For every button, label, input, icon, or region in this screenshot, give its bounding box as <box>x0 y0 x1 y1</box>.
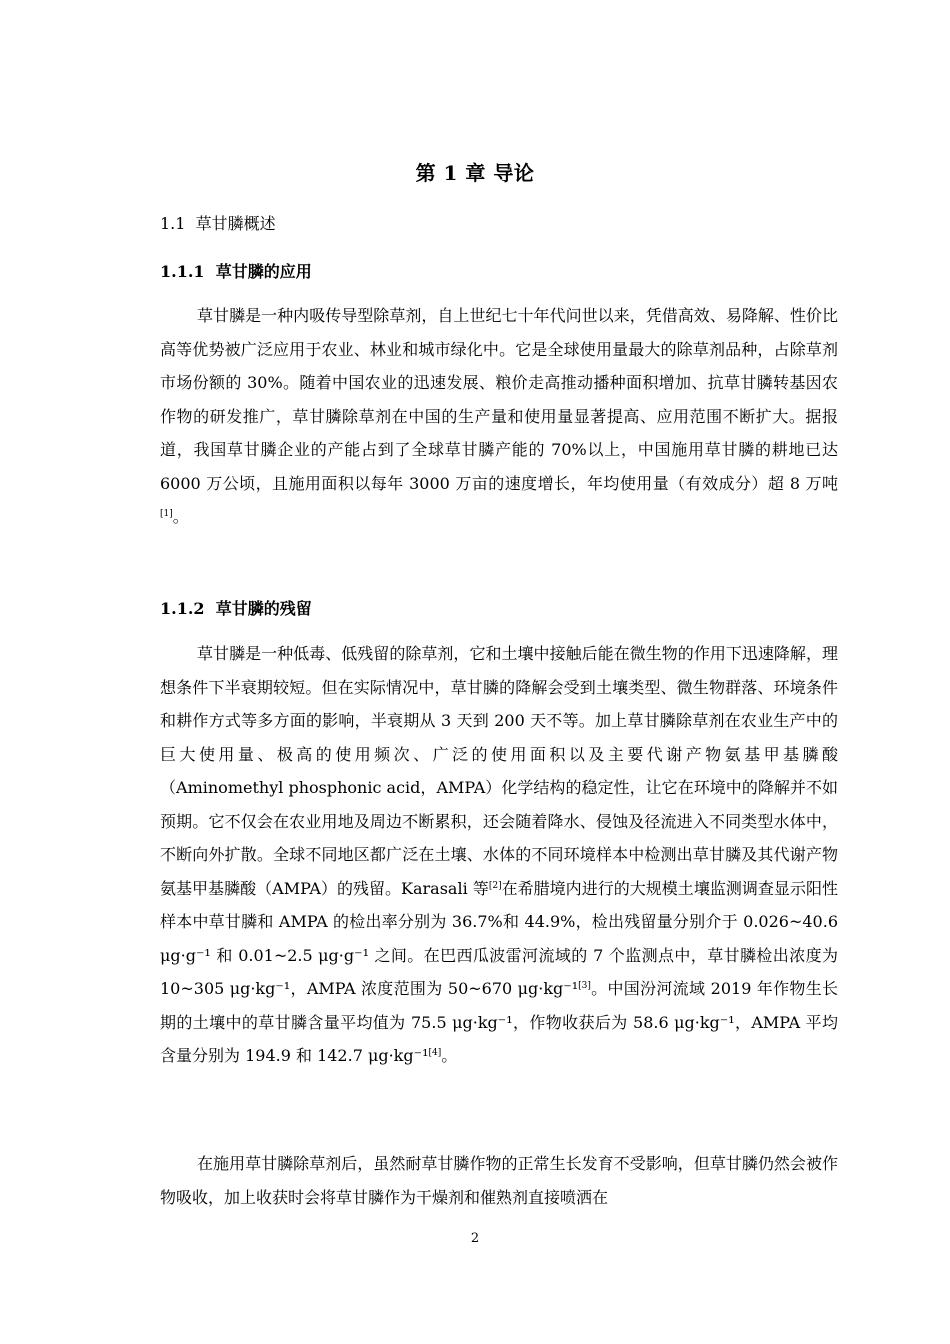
paragraph-text-3: 。中国汾河流域 2019 年作物生长期的土壤中的草甘膦含量平均值为 75.5 μg·kg⁻¹，作物收获后为 58.6 μg·kg⁻¹，AMPA 平均含量分别为 194.9 和 142.7 μg·kg⁻¹ <box>160 979 838 1065</box>
paragraph-text-4: 。 <box>441 1046 458 1065</box>
section-number: 1.1 <box>160 214 186 233</box>
paragraph-text: 在施用草甘膦除草剂后，虽然耐草甘膦作物的正常生长发育不受影响，但草甘膦仍然会被作物吸收，加上收获时会将草甘膦作为干燥剂和催熟剂直接喷洒在 <box>160 1154 838 1207</box>
paragraph-text-2: 在希腊境内进行的大规模土壤监测调查显示阳性样本中草甘膦和 AMPA 的检出率分别为 36.7%和 44.9%，检出残留量分别介于 0.026~40.6 μg·g⁻¹ 和 0.01~2.5 μg·g⁻¹ 之间。在巴西瓜波雷河流域的 7 个监测点中，草甘膦检出浓度为 10~305 μg·kg⁻¹，AMPA 浓度范围为 50~670 μg·kg⁻¹ <box>160 878 838 998</box>
citation: [1] <box>160 509 173 519</box>
section-1-1-2-heading <box>160 596 312 619</box>
page-number: 2 <box>470 1231 480 1246</box>
section-number: 1.1.1 <box>160 262 205 281</box>
citation: [4] <box>428 1048 442 1058</box>
paragraph-text: 草甘膦是一种内吸传导型除草剂，自上世纪七十年代问世以来，凭借高效、易降解、性价比高等优势被广泛应用于农业、林业和城市绿化中。它是全球使用量最大的除草剂品种，占除草剂市场份额的 30%。随着中国农业的迅速发展、粮价走高推动播种面积增加、抗草甘膦转基因农作物的研发推广，草甘膦除草剂在中国的生产量和使用量显著提高、应用范围不断扩大。据报道，我国草甘膦企业的产能占到了全球草甘膦产能的 70%以上，中国施用草甘膦的耕地已达 6000 万公顷，且施用面积以每年 3000 万亩的速度增长，年均使用量（有效成分）超 8 万吨 <box>160 306 838 493</box>
paragraph-residue <box>160 637 838 1073</box>
section-number: 1.1.2 <box>160 599 205 618</box>
paragraph-application <box>160 299 838 534</box>
section-title: 草甘膦的残留 <box>215 599 312 618</box>
paragraph-end: 。 <box>172 507 189 526</box>
paragraph-text-1: 草甘膦是一种低毒、低残留的除草剂，它和土壤中接触后能在微生物的作用下迅速降解，理想条件下半衰期较短。但在实际情况中，草甘膦的降解会受到土壤类型、微生物群落、环境条件和耕作方式等多方面的影响，半衰期从 3 天到 200 天不等。加上草甘膦除草剂在农业生产中的巨大使用量、极高的使用频次、广泛的使用面积以及主要代谢产物氨基甲基膦酸（Aminomethyl phosphonic acid，AMPA）化学结构的稳定性，让它在环境中的降解并不如预期。它不仅会在农业用地及周边不断累积，还会随着降水、侵蚀及径流进入不同类型水体中，不断向外扩散。全球不同地区都广泛在土壤、水体的不同环境样本中检测出草甘膦及其代谢产物氨基甲基膦酸（AMPA）的残留。Karasali 等 <box>160 644 838 898</box>
chapter-title: 第 1 章 导论 <box>415 161 535 185</box>
section-1-1-1-heading <box>160 259 312 282</box>
section-1-1-heading <box>160 211 276 234</box>
citation: [3] <box>578 981 591 991</box>
section-title: 草甘膦概述 <box>195 214 276 233</box>
citation: [2] <box>488 880 502 891</box>
paragraph-crop-uptake <box>160 1147 838 1214</box>
section-title: 草甘膦的应用 <box>215 262 312 281</box>
